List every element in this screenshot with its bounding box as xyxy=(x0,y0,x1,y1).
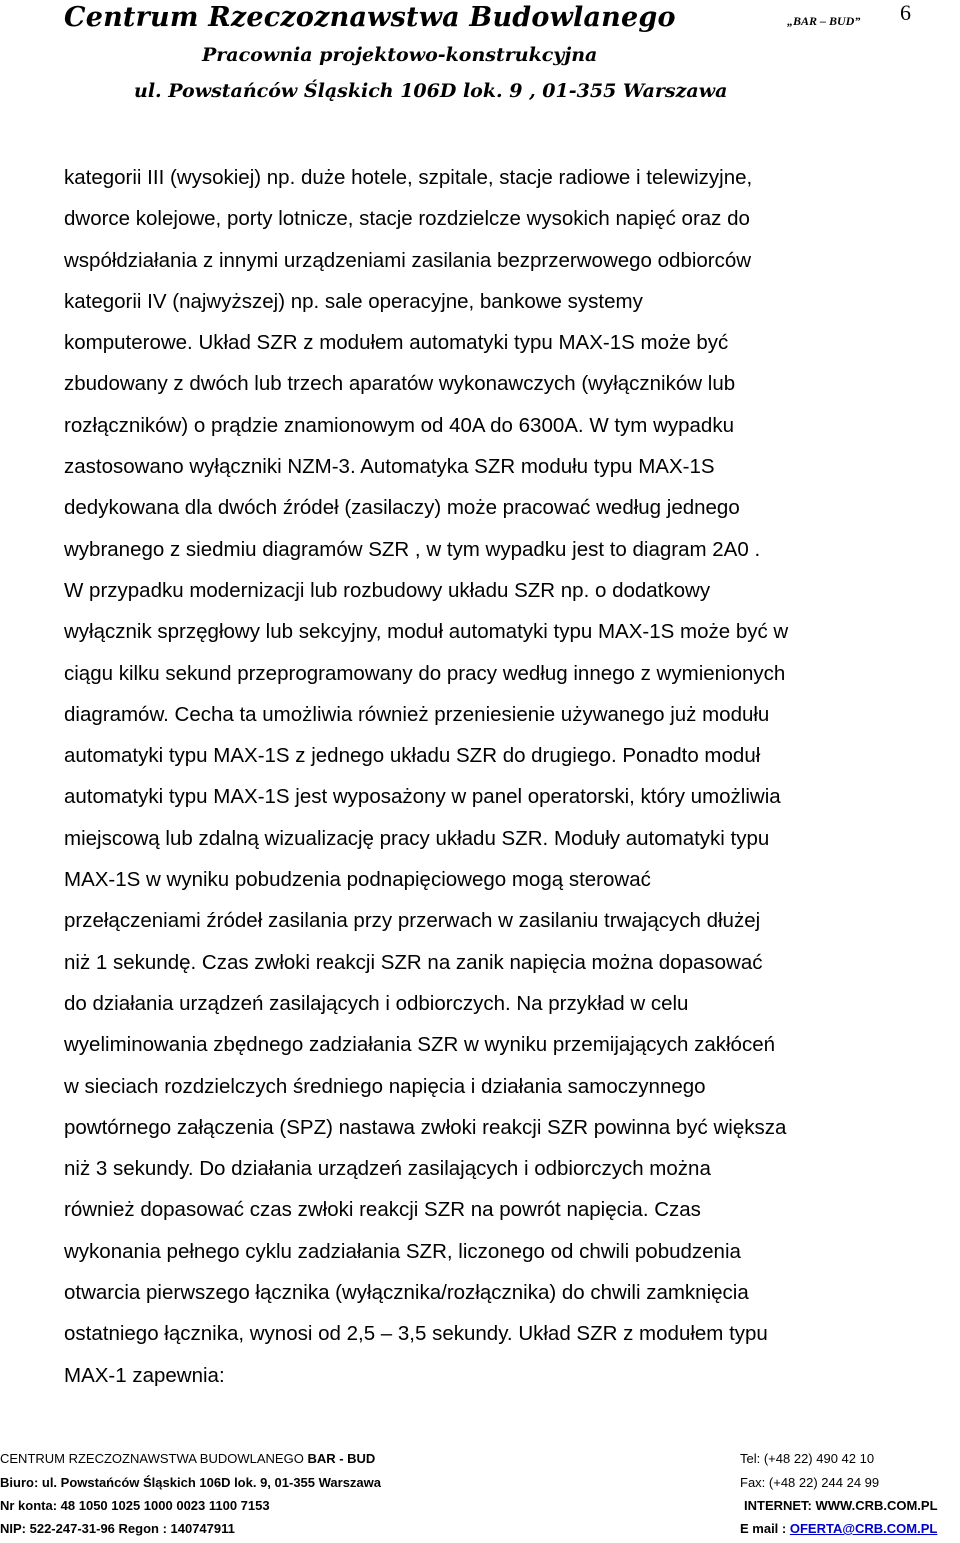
body-line: w sieciach rozdzielczych średniego napięcia i działania samoczynnego xyxy=(64,1074,706,1098)
body-line: przełączeniami źródeł zasilania przy przerwach w zasilaniu trwających dłużej xyxy=(64,909,761,933)
footer-tel: Tel: (+48 22) 490 42 10 xyxy=(740,1451,875,1466)
body-line: niż 3 sekundy. Do działania urządzeń zasilających i odbiorczych można xyxy=(64,1157,711,1181)
footer-office: Biuro: ul. Powstańców Śląskich 106D lok. 9, 01-355 Warszawa xyxy=(0,1475,381,1490)
footer-email-label: E mail : xyxy=(740,1521,790,1536)
body-line: rozłączników) o prądzie znamionowym od 40A do 6300A. W tym wypadku xyxy=(64,413,734,437)
brand-logo: „BAR – BUD” xyxy=(787,14,861,28)
footer-nip: NIP: 522-247-31-96 Regon : 140747911 xyxy=(0,1521,235,1536)
body-line: miejscową lub zdalną wizualizację pracy układu SZR. Moduły automatyki typu xyxy=(64,826,770,850)
footer-account: Nr konta: 48 1050 1025 1000 0023 1100 7153 xyxy=(0,1498,270,1513)
body-line: diagramów. Cecha ta umożliwia również przeniesienie używanego już modułu xyxy=(64,702,770,726)
body-line: ostatniego łącznika, wynosi od 2,5 – 3,5 sekundy. Układ SZR z modułem typu xyxy=(64,1322,768,1346)
body-line: do działania urządzeń zasilających i odbiorczych. Na przykład w celu xyxy=(64,991,689,1015)
body-line: wykonania pełnego cyklu zadziałania SZR, liczonego od chwili pobudzenia xyxy=(64,1239,741,1263)
body-line: kategorii III (wysokiej) np. duże hotele, szpitale, stacje radiowe i telewizyjne, xyxy=(64,166,753,189)
body-line: W przypadku modernizacji lub rozbudowy układu SZR np. o dodatkowy xyxy=(64,578,711,602)
footer-row-1 xyxy=(0,1451,960,1473)
company-subtitle: Pracownia projektowo-konstrukcyjna xyxy=(202,44,598,66)
footer-row-4 xyxy=(0,1521,960,1543)
body-line: wybranego z siedmiu diagramów SZR , w tym wypadku jest to diagram 2A0 . xyxy=(64,537,761,561)
body-line: zbudowany z dwóch lub trzech aparatów wykonawczych (wyłączników lub xyxy=(64,372,736,396)
footer-internet[interactable]: INTERNET: WWW.CRB.COM.PL xyxy=(744,1498,938,1513)
body-line: automatyki typu MAX-1S jest wyposażony w panel operatorski, który umożliwia xyxy=(64,785,781,809)
body-line: dworce kolejowe, porty lotnicze, stacje rozdzielcze wysokich napięć oraz do xyxy=(64,207,750,231)
page-footer xyxy=(0,1448,960,1542)
body-line: MAX-1S w wyniku pobudzenia podnapięciowego mogą sterować xyxy=(64,868,651,892)
page-number: 6 xyxy=(900,0,911,25)
footer-row-3 xyxy=(0,1498,960,1520)
document-body xyxy=(64,157,924,1396)
body-line: otwarcia pierwszego łącznika (wyłącznika/rozłącznika) do chwili zamknięcia xyxy=(64,1281,749,1305)
body-line: dedykowana dla dwóch źródeł (zasilaczy) może pracować według jednego xyxy=(64,496,740,520)
footer-fax: Fax: (+48 22) 244 24 99 xyxy=(740,1475,880,1490)
body-line: wyeliminowania zbędnego zadziałania SZR w wyniku przemijających zakłóceń xyxy=(64,1033,776,1057)
body-line: MAX-1 zapewnia: xyxy=(64,1363,225,1387)
company-address: ul. Powstańców Śląskich 106D lok. 9 , 01-355 Warszawa xyxy=(134,80,728,102)
company-title: Centrum Rzeczoznawstwa Budowlanego xyxy=(64,2,676,33)
body-line: również dopasować czas zwłoki reakcji SZR na powrót napięcia. Czas xyxy=(64,1198,701,1222)
body-line: zastosowano wyłączniki NZM-3. Automatyka SZR modułu typu MAX-1S xyxy=(64,455,715,479)
footer-email-link[interactable]: OFERTA@CRB.COM.PL xyxy=(789,1521,938,1536)
body-line: niż 1 sekundę. Czas zwłoki reakcji SZR na zanik napięcia można dopasować xyxy=(64,950,763,974)
body-line: współdziałania z innymi urządzeniami zasilania bezprzerwowego odbiorców xyxy=(64,248,752,272)
body-line: wyłącznik sprzęgłowy lub sekcyjny, moduł automatyki typu MAX-1S może być w xyxy=(64,620,789,644)
footer-row-2 xyxy=(0,1475,960,1497)
footer-company-brand: BAR - BUD xyxy=(307,1451,376,1466)
body-line: powtórnego załączenia (SPZ) nastawa zwłoki reakcji SZR powinna być większa xyxy=(64,1115,787,1139)
body-line: kategorii IV (najwyższej) np. sale operacyjne, bankowe systemy xyxy=(64,289,643,313)
body-line: ciągu kilku sekund przeprogramowany do pracy według innego z wymienionych xyxy=(64,661,786,685)
body-line: automatyki typu MAX-1S z jednego układu SZR do drugiego. Ponadto moduł xyxy=(64,744,761,768)
body-line: komputerowe. Układ SZR z modułem automatyki typu MAX-1S może być xyxy=(64,331,729,355)
footer-company: CENTRUM RZECZOZNAWSTWA BUDOWLANEGO xyxy=(0,1451,304,1466)
